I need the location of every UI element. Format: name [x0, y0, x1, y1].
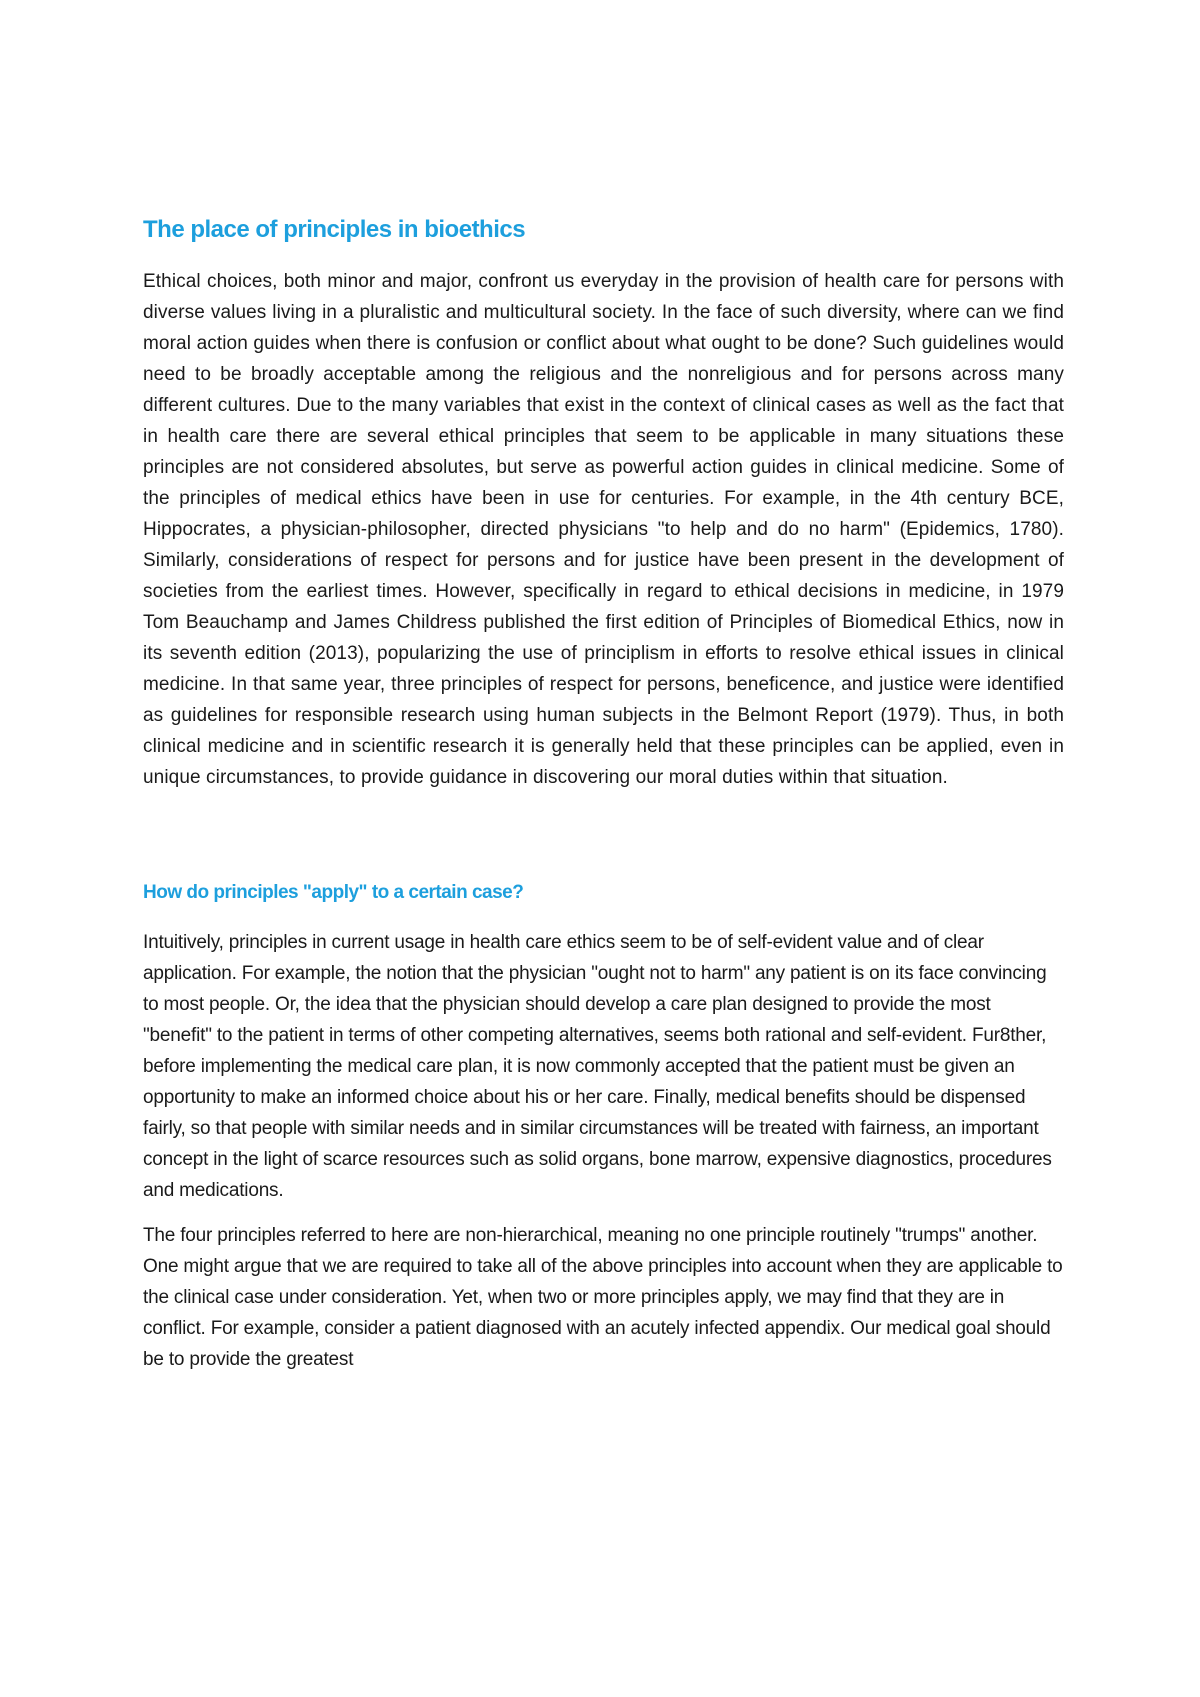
- paragraph-intuitively: Intuitively, principles in current usage in health care ethics seem to be of self-evident value and of clear application. For example, the notion that the physician "ought not to harm" any patient is on its face convincing to most people. Or, the idea that the physician should develop a care plan designed to provide the most "benefit" to the patient in terms of other competing alternatives, seems both rational and self-evident. Fur8ther, before implementing the medical care plan, it is now commonly accepted that the patient must be given an opportunity to make an informed choice about his or her care. Finally, medical benefits should be dispensed fairly, so that people with similar needs and in similar circumstances will be treated with fairness, an important concept in the light of scarce resources such as solid organs, bone marrow, expensive diagnostics, procedures and medications.: [143, 932, 1052, 1201]
- paragraph-four-principles: The four principles referred to here are non-hierarchical, meaning no one principle routinely "trumps" another. One might argue that we are required to take all of the above principles into account when they are applicable to the clinical case under consideration. Yet, when two or more principles apply, we may find that they are in conflict. For example, consider a patient diagnosed with an acutely infected appendix. Our medical goal should be to provide the greatest: [143, 1225, 1063, 1370]
- section-heading-how-principles-apply: How do principles "apply" to a certain case?: [143, 882, 524, 903]
- section-heading-principles-in-bioethics: The place of principles in bioethics: [143, 216, 526, 243]
- paragraph-ethical-choices: Ethical choices, both minor and major, confront us everyday in the provision of health care for persons with diverse values living in a pluralistic and multicultural society. In the face of such diversity, where can we find moral action guides when there is confusion or conflict about what ought to be done? Such guidelines would need to be broadly acceptable among the religious and the nonreligious and for persons across many different cultures. Due to the many variables that exist in the context of clinical cases as well as the fact that in health care there are several ethical principles that seem to be applicable in many situations these principles are not considered absolutes, but serve as powerful action guides in clinical medicine. Some of the principles of medical ethics have been in use for centuries. For example, in the 4th century BCE, Hippocrates, a physician-philosopher, directed physicians "to help and do no harm" (Epidemics, 1780). Similarly, considerations of respect for persons and for justice have been present in the development of societies from the earliest times. However, specifically in regard to ethical decisions in medicine, in 1979 Tom Beauchamp and James Childress published the first edition of Principles of Biomedical Ethics, now in its seventh edition (2013), popularizing the use of principlism in efforts to resolve ethical issues in clinical medicine. In that same year, three principles of respect for persons, beneficence, and justice were identified as guidelines for responsible research using human subjects in the Belmont Report (1979). Thus, in both clinical medicine and in scientific research it is generally held that these principles can be applied, even in unique circumstances, to provide guidance in discovering our moral duties within that situation.: [143, 271, 1064, 788]
- document-body: [143, 214, 1064, 1375]
